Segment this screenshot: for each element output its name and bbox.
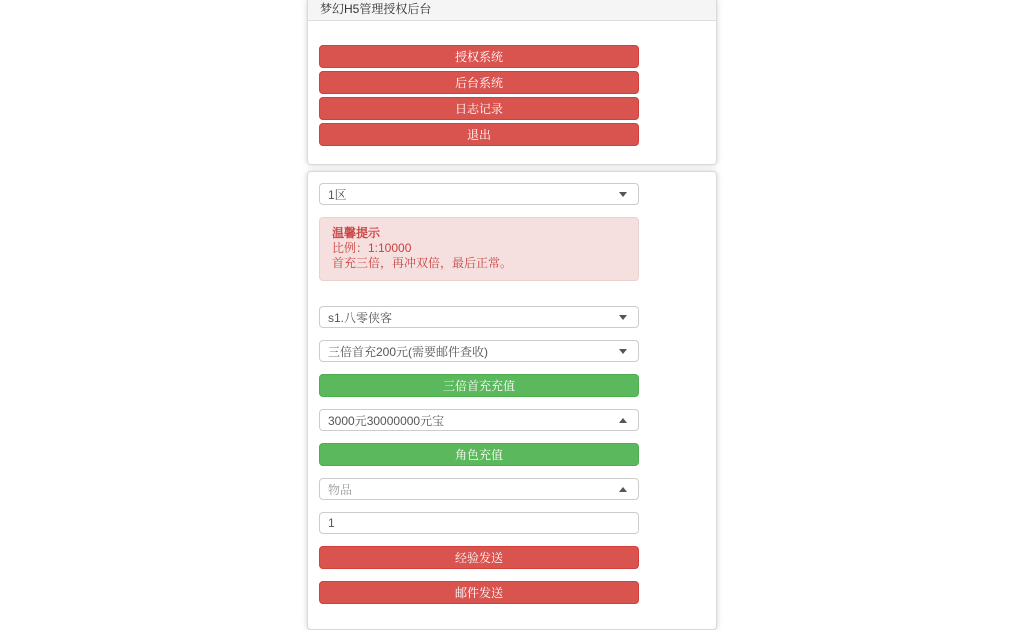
backend-system-button[interactable]: 后台系统 bbox=[319, 71, 639, 94]
caret-down-icon bbox=[619, 315, 627, 320]
panel-heading bbox=[308, 0, 716, 21]
recharge-type-select[interactable] bbox=[319, 340, 639, 362]
logout-button[interactable]: 退出 bbox=[319, 123, 639, 146]
auth-system-button[interactable]: 授权系统 bbox=[319, 45, 639, 68]
amount-select[interactable] bbox=[319, 409, 639, 431]
page bbox=[307, 0, 717, 630]
caret-down-icon bbox=[619, 192, 627, 197]
form-panel bbox=[307, 171, 717, 630]
amount-select-value: 3000元30000000元宝 bbox=[328, 413, 445, 428]
role-select-value: s1.八零侠客 bbox=[328, 310, 393, 325]
caret-up-icon bbox=[619, 487, 627, 492]
role-recharge-button[interactable]: 角色充值 bbox=[319, 443, 639, 466]
alert-line-ratio: 比例：1:10000 bbox=[332, 241, 412, 255]
nav-panel bbox=[307, 0, 717, 165]
triple-first-recharge-button[interactable]: 三倍首充充值 bbox=[319, 374, 639, 397]
server-select-value: 1区 bbox=[328, 187, 347, 202]
alert-line-rule: 首充三倍，再冲双倍，最后正常。 bbox=[332, 256, 513, 270]
recharge-type-select-value: 三倍首充200元(需要邮件查收) bbox=[328, 344, 489, 359]
caret-down-icon bbox=[619, 349, 627, 354]
mail-send-button[interactable]: 邮件发送 bbox=[319, 581, 639, 604]
role-select[interactable] bbox=[319, 306, 639, 328]
form-panel-body bbox=[308, 172, 716, 627]
log-record-button[interactable]: 日志记录 bbox=[319, 97, 639, 120]
warm-tip-alert bbox=[319, 217, 639, 281]
alert-title: 温馨提示 bbox=[332, 226, 381, 240]
page-title: 梦幻H5管理授权后台 bbox=[320, 2, 432, 16]
exp-send-button[interactable]: 经验发送 bbox=[319, 546, 639, 569]
item-select[interactable] bbox=[319, 478, 639, 500]
server-select[interactable] bbox=[319, 183, 639, 205]
item-select-placeholder: 物品 bbox=[328, 482, 353, 497]
quantity-input[interactable] bbox=[319, 512, 639, 534]
caret-up-icon bbox=[619, 418, 627, 423]
nav-panel-body bbox=[308, 21, 716, 164]
